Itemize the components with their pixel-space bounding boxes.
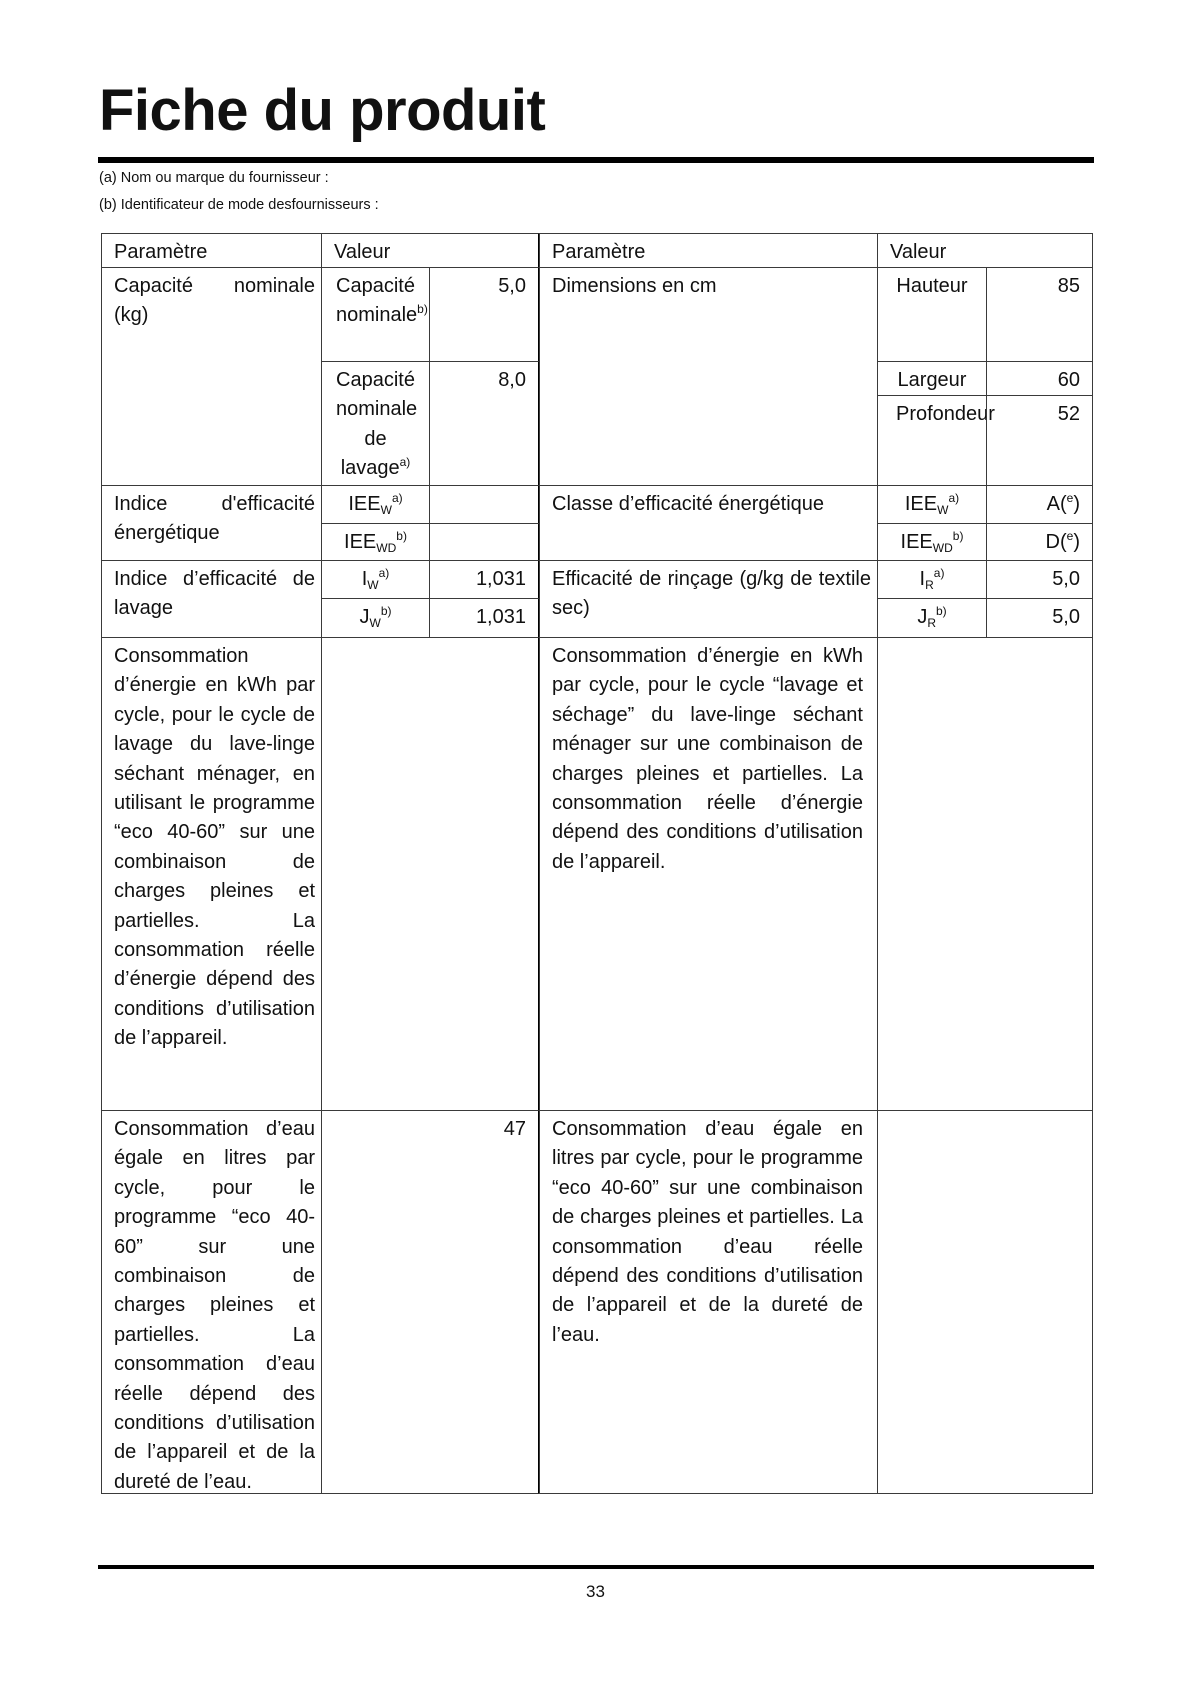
capacity-wash-value: 8,0 (429, 361, 540, 486)
rinse-ir-label: $I_R^{a)}$ (877, 560, 987, 599)
energy-wash-dry-value (877, 637, 1093, 1111)
capacity-wash-label: Capacité nominale de lavage$^{a)}$ (321, 361, 430, 486)
wash-index-jw-value: 1,031 (429, 598, 540, 638)
footer-divider (98, 1565, 1094, 1569)
wash-index-parameter: Indice d’efficacité de lavage (101, 560, 322, 638)
energy-wash-parameter: Consommation d’énergie en kWh par cycle, pour le cycle de lavage du lave-linge séchant ménager, en utilisant le programme “eco 40-60” sur une combinaison de charges pleines et partielles. La consommation réelle d’énergie dépend des conditions d’utilisation de l’appareil. (101, 637, 322, 1111)
energy-wash-value (321, 637, 540, 1111)
page-title: Fiche du produit (99, 78, 546, 143)
energy-index-parameter: Indice d'efficacité énergétique (101, 485, 322, 561)
wash-index-iw-value: 1,031 (429, 560, 540, 599)
wash-index-iw-label: $I_W^{a)}$ (321, 560, 430, 599)
capacity-nominal-value: 5,0 (429, 267, 540, 362)
page-number: 33 (586, 1582, 605, 1601)
header-right-value: Valeur (877, 233, 1093, 268)
energy-index-w-label: $IEE_W^{a)}$ (321, 485, 430, 524)
dimension-width-label: Largeur (877, 361, 987, 396)
energy-wash-dry-parameter: Consommation d’énergie en kWh par cycle, pour le cycle “lavage et séchage” du lave-linge séchant ménager sur une combinaison de charges pleines et partielles. La consommation réelle d’énergie dépend des conditions d’utilisation de l’appareil. (539, 637, 878, 1111)
supplier-name-line: (a) Nom ou marque du fournisseur : (99, 170, 329, 186)
water-wash-parameter: Consommation d’eau égale en litres par cycle, pour le programme “eco 40-60” sur une combinaison de charges pleines et partielles. La consommation d’eau réelle dépend des conditions d’utilisation de l’appareil et de la dureté de l’eau. (101, 1110, 322, 1494)
dimension-depth-label: Profondeur (877, 395, 987, 486)
header-left-value: Valeur (321, 233, 540, 268)
header-right-parameter: Paramètre (539, 233, 878, 268)
rinse-parameter: Efficacité de rinçage (g/kg de textile sec) (539, 560, 878, 638)
energy-class-wd-label: $IEE_{WD}^{b)}$ (877, 523, 987, 561)
title-divider (98, 157, 1094, 163)
energy-class-w-value: A($^e$) (986, 485, 1093, 524)
energy-index-w-value (429, 485, 540, 524)
energy-class-parameter: Classe d’efficacité énergétique (539, 485, 878, 561)
dimension-depth-value: 52 (986, 395, 1093, 486)
header-left-parameter: Paramètre (101, 233, 322, 268)
energy-index-wd-label: $IEE_{WD}^{b)}$ (321, 523, 430, 561)
model-identifier-line: (b) Identificateur de mode desfournisseurs : (99, 197, 379, 213)
rinse-jr-value: 5,0 (986, 598, 1093, 638)
energy-class-w-label: $IEE_W^{a)}$ (877, 485, 987, 524)
water-wash-dry-parameter: Consommation d’eau égale en litres par cycle, pour le programme “eco 40-60” sur une combinaison de charges pleines et partielles. La consommation d’eau réelle dépend des conditions d’utilisation de l’appareil et de la dureté de l’eau. (539, 1110, 878, 1494)
dimension-height-value: 85 (986, 267, 1093, 362)
dimensions-parameter: Dimensions en cm (539, 267, 878, 486)
dimension-height-label: Hauteur (877, 267, 987, 362)
water-wash-value: 47 (321, 1110, 540, 1494)
wash-index-jw-label: $J_W^{b)}$ (321, 598, 430, 638)
rinse-ir-value: 5,0 (986, 560, 1093, 599)
water-wash-dry-value (877, 1110, 1093, 1494)
capacity-parameter: Capacité nominale (kg) (101, 267, 322, 486)
rinse-jr-label: $J_R^{b)}$ (877, 598, 987, 638)
dimension-width-value: 60 (986, 361, 1093, 396)
energy-class-wd-value: D($^e$) (986, 523, 1093, 561)
energy-index-wd-value (429, 523, 540, 561)
capacity-nominal-label: Capacité nominale$^{b)}$ (321, 267, 430, 362)
product-sheet-table (101, 233, 1093, 1494)
